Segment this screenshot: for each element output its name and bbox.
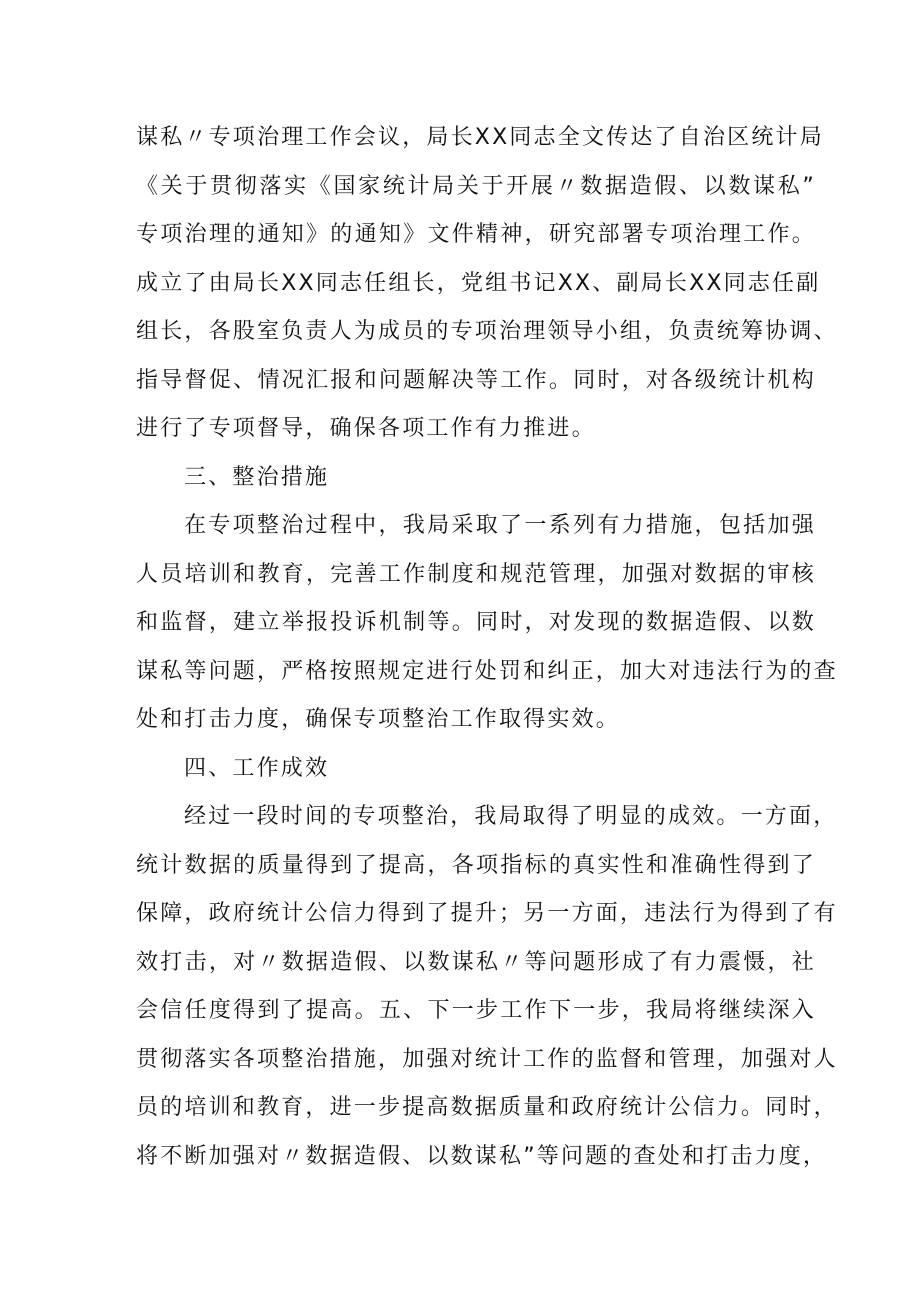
section-heading: 四、工作成效: [184, 755, 330, 781]
document-page: [136, 114, 838, 1181]
paragraph-line: 效打击，对〃数据造假、以数谋私〃等问题形成了有力震慑，社: [136, 949, 816, 975]
paragraph-line: 人员培训和教育，完善工作制度和规范管理，加强对数据的审核: [136, 561, 816, 587]
paragraph-line: 专项治理的通知》的通知》文件精神，研究部署专项治理工作。: [136, 222, 816, 247]
paragraph-line: 将不断加强对〃数据造假、以数谋私”等问题的查处和打击力度，: [136, 1143, 828, 1169]
paragraph-line: 谋私〃专项治理工作会议，局长XX同志全文传达了自治区统计局: [136, 125, 824, 150]
paragraph-line: 指导督促、情况汇报和问题解决等工作。同时，对各级统计机构: [136, 367, 816, 393]
paragraph-line: 经过一段时间的专项整治，我局取得了明显的成效。一方面，: [184, 804, 838, 829]
paragraph-line: 成立了由局长XX同志任组长，党组书记XX、副局长XX同志任副: [136, 270, 821, 296]
paragraph-line: 和监督，建立举报投诉机制等。同时，对发现的数据造假、以数: [136, 610, 816, 635]
paragraph-line: 员的培训和教育，进一步提高数据质量和政府统计公信力。同时，: [136, 1095, 838, 1120]
paragraph-line: 组长，各股室负责人为成员的专项治理领导小组，负责统筹协调、: [136, 319, 838, 344]
paragraph-line: 《关于贯彻落实《国家统计局关于开展〃数据造假、以数谋私”: [136, 173, 816, 199]
paragraph-line: 统计数据的质量得到了提高，各项指标的真实性和准确性得到了: [136, 852, 816, 878]
section-heading: 三、整治措施: [184, 464, 330, 490]
paragraph-line: 处和打击力度，确保专项整治工作取得实效。: [136, 707, 621, 732]
paragraph-line: 在专项整治过程中，我局采取了一系列有力措施，包括加强: [184, 513, 816, 538]
paragraph-line: 谋私等问题，严格按照规定进行处罚和纠正，加大对违法行为的查: [136, 658, 838, 684]
paragraph-line: 贯彻落实各项整治措施，加强对统计工作的监督和管理，加强对人: [136, 1046, 838, 1072]
paragraph-line: 保障，政府统计公信力得到了提升；另一方面，违法行为得到了有: [136, 901, 838, 926]
paragraph-line: 会信任度得到了提高。五、下一步工作下一步，我局将继续深入: [136, 998, 816, 1023]
paragraph-line: 进行了专项督导，确保各项工作有力推进。: [136, 416, 596, 441]
